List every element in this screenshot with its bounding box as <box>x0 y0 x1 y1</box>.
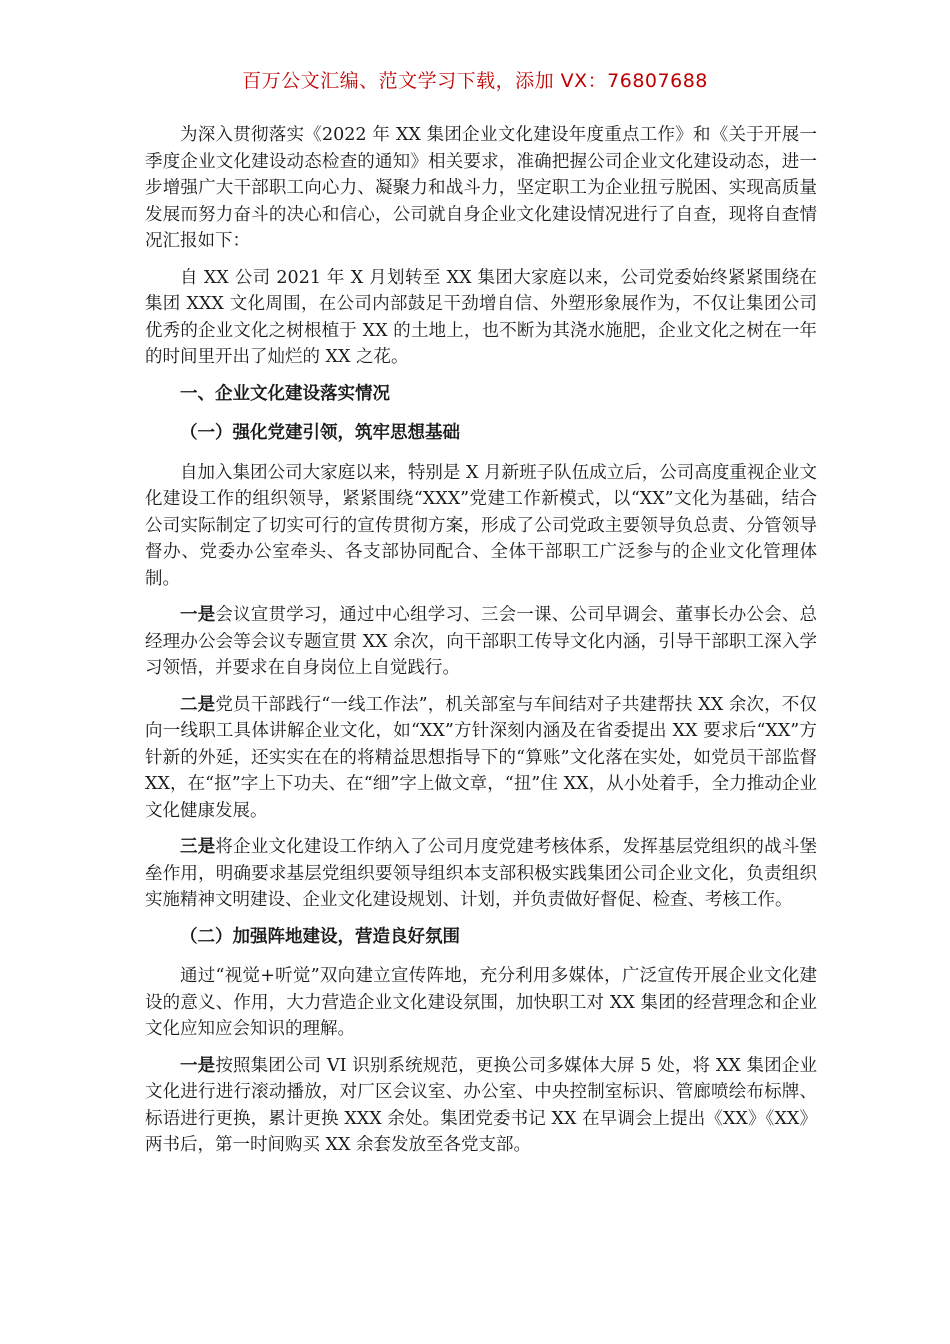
section-1-heading: 一、企业文化建设落实情况 <box>180 383 390 404</box>
intro-paragraph-2: 自 XX 公司 2021 年 X 月划转至 XX 集团大家庭以来，公司党委始终紧紧围绕在集团 XXX 文化周围，在公司内部鼓足干劲增自信、外塑形象展作为，不仅让集团公司优秀的企业文化之树根植于 XX 的土地上，也不断为其浇水施肥，企业文化之树在一年的时间里开出了灿烂的 XX 之花。 <box>145 267 817 367</box>
point-text: 会议宣贯学习，通过中心组学习、三会一课、公司早调会、董事长办公会、总经理办公会等会议专题宣贯 XX 余次，向干部职工传导文化内涵，引导干部职工深入学习领悟，并要求在自身岗位上自觉践行。 <box>145 605 818 678</box>
point-text: 按照集团公司 VI 识别系统规范，更换公司多媒体大屏 5 处，将 XX 集团企业文化进行进行滚动播放，对厂区会议室、办公室、中央控制室标识、管廊喷绘布标牌、标语进行更换，累计更换 XXX 余处。集团党委书记 XX 在早调会上提出《XX》《XX》两书后，第一时间购买 XX 余套发放至各党支部。 <box>145 1055 817 1155</box>
point-lead: 二是 <box>180 694 216 715</box>
subsection-2-point-1 <box>145 1053 817 1159</box>
point-text: 党员干部践行“一线工作法”，机关部室与车间结对子共建帮扶 XX 余次，不仅向一线职工具体讲解企业文化，如“XX”方针深刻内涵及在省委提出 XX 要求后“XX”方针新的外延，还实实在在的将精益思想指导下的“算账”文化落在实处，如党员干部监督 XX，在“抠”字上下功夫、在“细”字上做文章，“扭”住 XX，从小处着手，全力推动企业文化健康发展。 <box>145 694 817 821</box>
subsection-1-point-3 <box>145 834 817 914</box>
subsection-1-point-1 <box>145 602 817 682</box>
document-body <box>145 122 817 1169</box>
subsection-1-intro: 自加入集团公司大家庭以来，特别是 X 月新班子队伍成立后，公司高度重视企业文化建设工作的组织领导，紧紧围绕“XXX”党建工作新模式，以“XX”文化为基础，结合公司实际制定了切实可行的宣传贯彻方案，形成了公司党政主要领导负总责、分管领导督办、党委办公室牵头、各支部协同配合、全体干部职工广泛参与的企业文化管理体制。 <box>145 462 817 589</box>
intro-paragraph-1: 为深入贯彻落实《2022 年 XX 集团企业文化建设年度重点工作》和《关于开展一季度企业文化建设动态检查的通知》相关要求，准确把握公司企业文化建设动态，进一步增强广大干部职工向心力、凝聚力和战斗力，坚定职工为企业扭亏脱困、实现高质量发展而努力奋斗的决心和信心，公司就自身企业文化建设情况进行了自查，现将自查情况汇报如下： <box>145 125 817 251</box>
subsection-1-heading: （一）强化党建引领，筑牢思想基础 <box>180 423 460 443</box>
point-text: 将企业文化建设工作纳入了公司月度党建考核体系，发挥基层党组织的战斗堡垒作用，明确要求基层党组织要领导组织本支部积极实践集团公司企业文化，负责组织实施精神文明建设、企业文化建设规划、计划，并负责做好督促、检查、考核工作。 <box>145 837 818 910</box>
point-lead: 一是 <box>180 605 216 625</box>
download-banner: 百万公文汇编、范文学习下载，添加 VX：76807688 <box>242 70 708 92</box>
subsection-2-heading: （二）加强阵地建设，营造良好氛围 <box>180 926 460 947</box>
subsection-2-intro: 通过“视觉+听觉”双向建立宣传阵地，充分利用多媒体，广泛宣传开展企业文化建设的意义、作用，大力营造企业文化建设氛围，加快职工对 XX 集团的经营理念和企业文化应知应会知识的理解。 <box>145 966 817 1039</box>
point-lead: 一是 <box>180 1055 216 1076</box>
point-lead: 三是 <box>180 837 216 857</box>
subsection-1-point-2 <box>145 692 817 825</box>
